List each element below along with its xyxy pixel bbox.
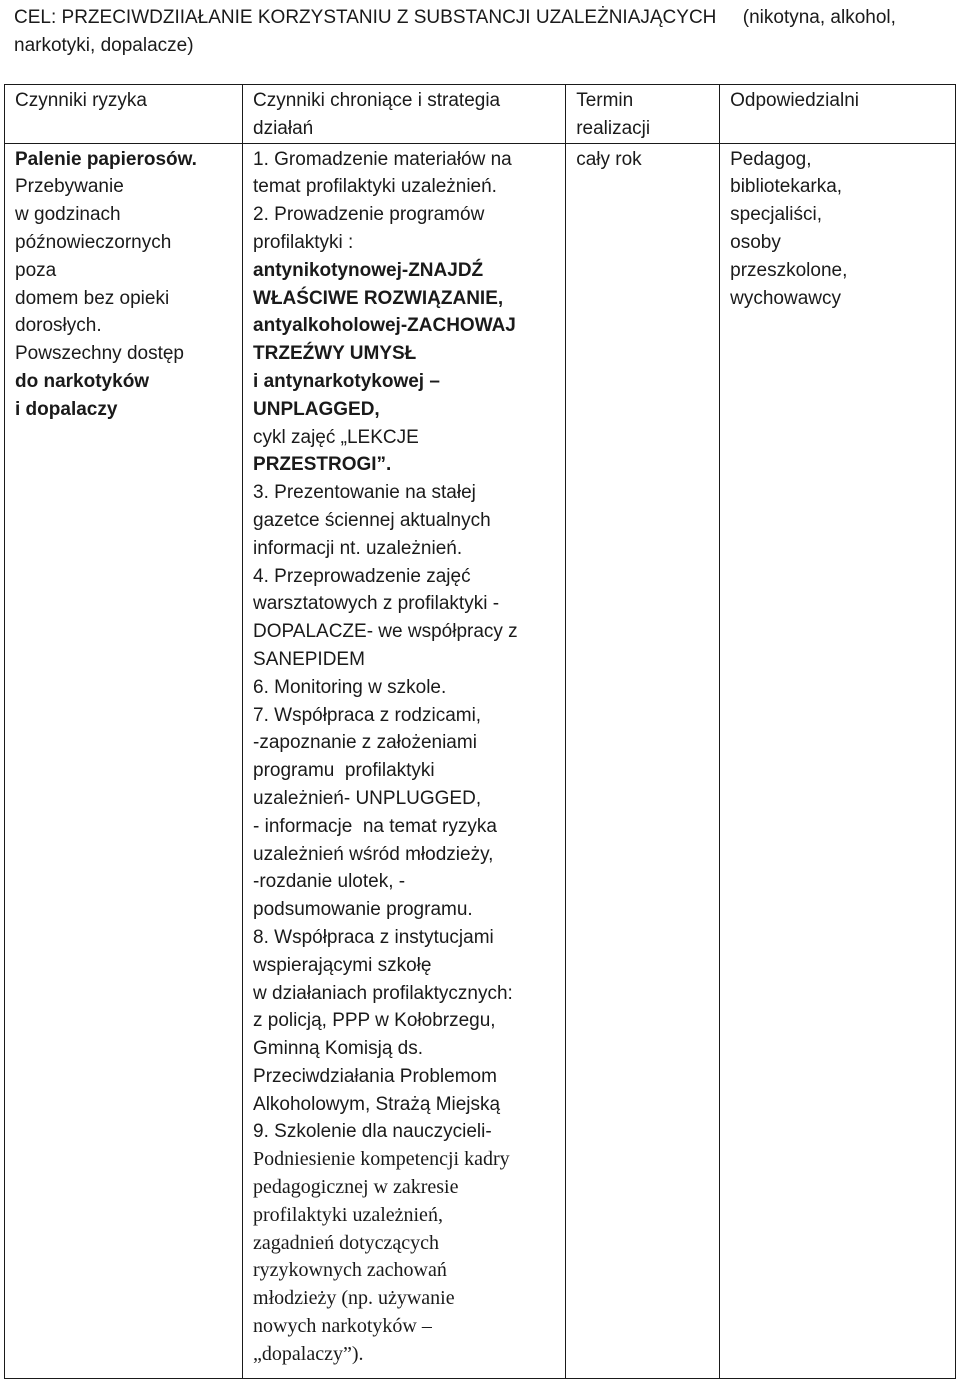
action-line: warsztatowych z profilaktyki - [253,593,500,615]
action-line: - informacje na temat ryzyka [253,815,497,837]
action-line: 8. Współpraca z instytucjami [253,926,494,948]
goal-line-1: CEL: PRZECIWDZIIAŁANIE KORZYSTANIU Z SUBSTANCJI UZALEŻNIAJĄCYCH (nikotyna, alkohol, [14,7,896,28]
cell-actions [243,143,566,1378]
risk-factor-line: domem bez opieki [15,287,170,309]
action-line: podsumowanie programu. [253,899,473,921]
header-risk-factors [5,85,243,144]
action-line: profilaktyki uzależnień, [253,1203,443,1226]
header-text-line: Czynniki ryzyka [15,90,147,111]
action-line: antyalkoholowej-ZACHOWAJ [253,315,516,337]
prevention-table [4,84,956,1379]
action-line: gazetce ściennej aktualnych [253,509,491,531]
action-line: Gminną Komisją ds. [253,1038,424,1060]
action-line: nowych narkotyków – [253,1315,432,1338]
risk-factor-line: w godzinach [15,204,121,226]
risk-factor-line: Powszechny dostęp [15,343,184,365]
header-term [566,85,720,144]
action-line: zagadnień dotyczących [253,1231,440,1254]
risk-factor-line: i dopalaczy [15,398,118,420]
goal-heading [4,0,956,60]
action-line: SANEPIDEM [253,648,365,670]
cell-term [566,143,720,1378]
action-line: programu profilaktyki [253,760,435,782]
action-line: uzależnień- UNPLUGGED, [253,787,482,809]
action-line: 4. Przeprowadzenie zajęć [253,565,471,587]
action-line: i antynarkotykowej – [253,370,440,392]
goal-line-2: narkotyki, dopalacze) [14,35,194,56]
risk-factor-line: dorosłych. [15,315,102,337]
action-line: PRZESTROGI”. [253,454,392,476]
action-line: cykl zajęć „LEKCJE [253,426,419,448]
cell-risk-factors [5,143,243,1378]
responsible-line: specjaliści, [730,204,822,226]
action-line: informacji nt. uzależnień. [253,537,463,559]
action-line: Przeciwdziałania Problemom [253,1065,497,1087]
action-line: 2. Prowadzenie programów [253,204,485,226]
action-line: 7. Współpraca z rodzicami, [253,704,482,726]
risk-factor-line: Palenie papierosów. [15,148,197,170]
header-text-line: Czynniki chroniące i strategia [253,90,501,111]
responsible-line: osoby [730,231,781,253]
action-line: profilaktyki : [253,231,354,253]
term-text: cały rok [576,148,642,170]
responsible-line: Pedagog, [730,148,812,170]
document [4,0,956,60]
action-line: temat profilaktyki uzależnień. [253,176,497,198]
action-line: młodzieży (np. używanie [253,1287,455,1310]
action-line: Alkoholowym, Strażą Miejską [253,1093,501,1115]
risk-factor-line: Przebywanie [15,176,124,198]
action-line: pedagogicznej w zakresie [253,1176,459,1199]
action-line: 9. Szkolenie dla nauczycieli- [253,1121,492,1143]
header-text-line: działań [253,117,314,139]
action-line: UNPLAGGED, [253,398,380,420]
action-line: wspierającymi szkołę [253,954,432,976]
header-text-line: Odpowiedzialni [730,90,859,111]
action-line: 6. Monitoring w szkole. [253,676,447,698]
action-line: -zapoznanie z założeniami [253,732,477,754]
action-line: ryzykownych zachowań [253,1259,447,1282]
header-responsible [720,85,956,144]
action-line: „dopalaczy”). [253,1342,364,1365]
action-line: TRZEŹWY UMYSŁ [253,343,417,365]
action-line: DOPALACZE- we współpracy z [253,621,518,643]
responsible-line: wychowawcy [730,287,841,309]
risk-factor-line: do narkotyków [15,370,150,392]
action-line: antynikotynowej-ZNAJDŹ [253,259,484,281]
header-protective-factors [243,85,566,144]
action-line: 1. Gromadzenie materiałów na [253,148,512,170]
action-line: Podniesienie kompetencji kadry [253,1148,510,1171]
table-row [5,143,956,1378]
header-text-line: realizacji [576,117,651,139]
action-line: WŁAŚCIWE ROZWIĄZANIE, [253,287,504,309]
action-line: uzależnień wśród młodzieży, [253,843,494,865]
action-line: z policją, PPP w Kołobrzegu, [253,1010,496,1032]
risk-factor-line: poza [15,259,57,281]
cell-responsible [720,143,956,1378]
risk-factor-line: późnowieczornych [15,231,172,253]
responsible-line: przeszkolone, [730,259,848,281]
action-line: 3. Prezentowanie na stałej [253,482,476,504]
action-line: -rozdanie ulotek, - [253,871,406,893]
action-line: w działaniach profilaktycznych: [253,982,513,1004]
responsible-line: bibliotekarka, [730,176,843,198]
header-text-line: Termin [576,90,634,111]
table-header-row [5,85,956,144]
